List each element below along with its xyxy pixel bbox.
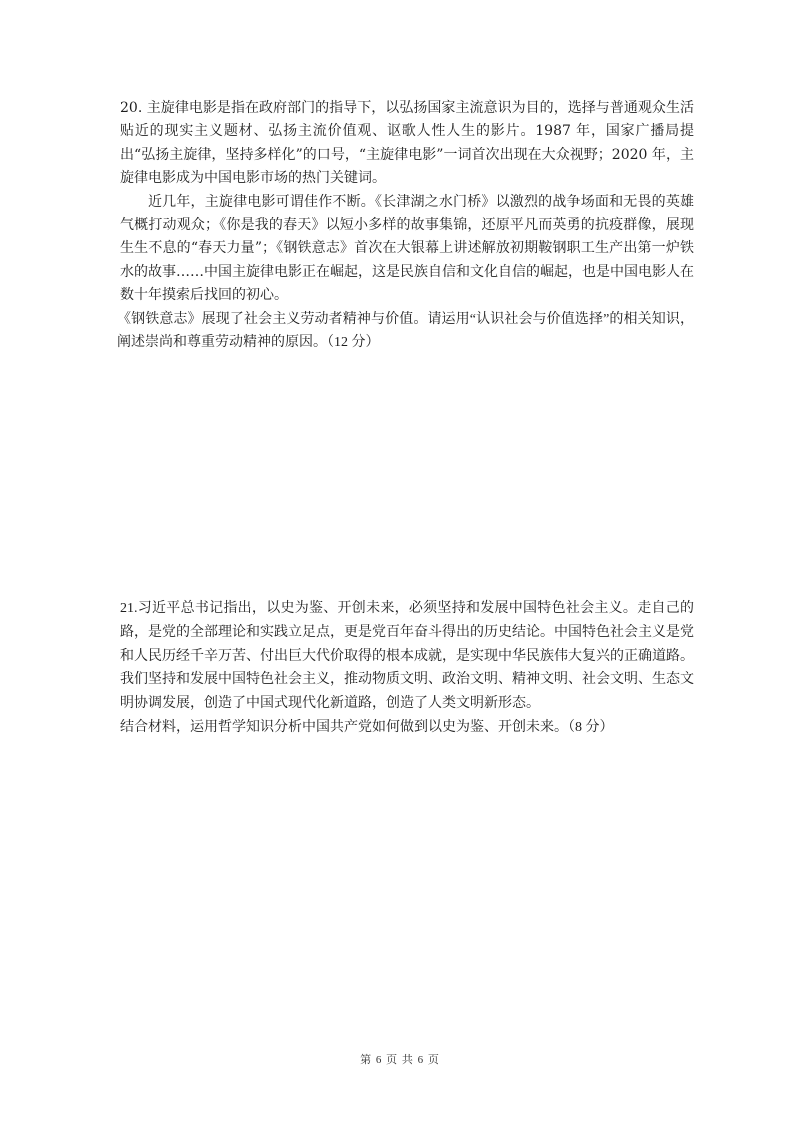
question-20-material-paragraph-2: 近几年，主旋律电影可谓佳作不断。《长津湖之水门桥》以激烈的战争场面和无畏的英雄气概打动观众；《你是我的春天》以短小多样的故事集锦，还原平凡而英勇的抗疫群像，展现生生不息的“春天力量”；《钢铁意志》首次在大银幕上讲述解放初期鞍钢职工生产出第一炉铁水的故事……中国主旋律电影正在崛起，这是民族自信和文化自信的崛起，也是中国电影人在数十年摸索后找回的初心。: [120, 193, 694, 304]
question-20: [117, 97, 694, 354]
question-21-material-paragraph: 21.习近平总书记指出，以史为鉴、开创未来，必须坚持和发展中国特色社会主义。走自己的路，是党的全部理论和实践立足点，更是党百年奋斗得出的历史结论。中国特色社会主义是党和人民历经千辛万苦、付出巨大代价取得的根本成就，是实现中华民族伟大复兴的正确道路。我们坚持和发展中国特色社会主义，推动物质文明、政治文明、精神文明、社会文明、生态文明协调发展，创造了中国式现代化新道路，创造了人类文明新形态。: [120, 601, 694, 712]
page-footer: 第 6 页 共 6 页: [360, 1054, 440, 1066]
question-20-material-paragraph-1: 20. 主旋律电影是指在政府部门的指导下，以弘扬国家主流意识为目的，选择与普通观众生活贴近的现实主义题材、弘扬主流价值观、讴歌人性人生的影片。1987 年，国家广播局提出“弘扬主旋律，坚持多样化”的口号，“主旋律电影”一词首次出现在大众视野；2020 年，主旋律电影成为中国电影市场的热门关键词。: [120, 100, 694, 187]
question-21: [120, 597, 694, 740]
question-21-task: 结合材料，运用哲学知识分析中国共产党如何做到以史为鉴、开创未来。（8 分）: [120, 719, 614, 735]
question-20-task: 《钢铁意志》展现了社会主义劳动者精神与价值。请运用“认识社会与价值选择”的相关知识，阐述崇尚和尊重劳动精神的原因。（12 分）: [117, 311, 694, 351]
